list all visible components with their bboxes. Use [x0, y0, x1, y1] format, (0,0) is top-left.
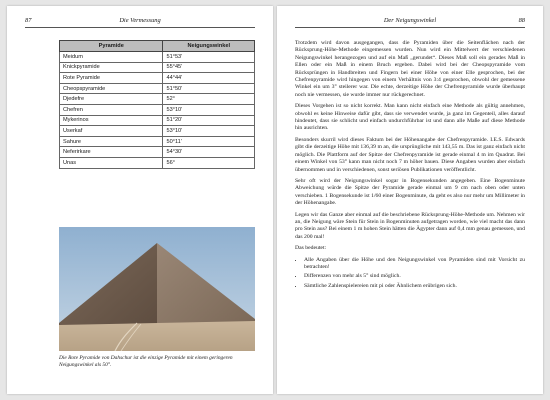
red-pyramid-photo	[59, 227, 255, 351]
table-row	[60, 73, 255, 84]
paragraph: Besonders skurril wird dieses Faktum bei der Höhenangabe der Chefrenpyramide. I.E.S. Edwards gibt die derzeitige Höhe mit 136,39 m an, die ursprüngliche mit 143,55 m. Das ist ganz einfach nicht möglich. Die Plattform auf der Spitze der Chefrenpyramide ist gerade einmal 4 m im Quadrat. Bei einem Winkel von 53° kann man nicht noch 7 m höher bauen. Diese Angaben wurden aber einfach übernommen und in verschiedenen, sonst seriösen Publikationen veröffentlicht.	[295, 136, 525, 173]
table-header-row	[60, 41, 255, 52]
table-row	[60, 147, 255, 158]
pyramid-angle: 51°20'	[163, 115, 255, 126]
pyramid-angle: 55°45'	[163, 62, 255, 73]
pyramid-name: Neferirkare	[60, 147, 163, 158]
table-row	[60, 157, 255, 168]
table-row	[60, 126, 255, 137]
page-number: 87	[25, 17, 32, 24]
paragraph: Das bedeutet:	[295, 245, 327, 252]
right-page	[277, 6, 543, 394]
paragraph: Dieses Vorgehen ist so nicht korrekt. Man kann nicht einfach eine Methode als gültig annehmen, obwohl es keine Hinweise dafür gibt, dass sie verwendet wurde, ja ganz im Gegenteil, alles darauf hindeutet, dass sie schlicht und einfach undurchführbar ist und dann alle Maße auf diese Methode hin ausrichten.	[295, 103, 525, 132]
pyramid-angle-table	[59, 40, 255, 169]
pyramid-angle: 51°50'	[163, 83, 255, 94]
conclusion-list	[295, 257, 525, 291]
column-header-pyramide: Pyramide	[60, 41, 163, 52]
table-row	[60, 94, 255, 105]
right-page-header	[295, 17, 525, 28]
pyramid-name: Chefren	[60, 104, 163, 115]
photo-caption: Die Rote Pyramide von Dahschur ist die einzige Pyramide mit einem geringeren Neigungswinkel als 50°.	[59, 355, 233, 368]
running-title: Die Vermessung	[119, 17, 161, 24]
paragraph: Legen wir das Ganze aber einmal auf die beschriebene Rücksprung-Höhe-Methode um. Nehmen wir an, die Neigung wäre Stein für Stein in Bogenminuten aufgetragen worden, wie viel macht das dann pro Stein aus? Bei einem 1 m hohen Stein hätten die Ägypter dann auf 0,4 mm genau gemessen, und das 200 mal!	[295, 211, 525, 240]
pyramid-name: Userkaf	[60, 126, 163, 137]
table-row	[60, 52, 255, 63]
pyramid-angle: 51°53'	[163, 52, 255, 63]
list-item: • Differenzen von mehr als 5° sind möglich.	[304, 273, 525, 280]
pyramid-name: Cheopspyramide	[60, 83, 163, 94]
pyramid-name: Rote Pyramide	[60, 73, 163, 84]
table-row	[60, 136, 255, 147]
pyramid-angle: 53°10'	[163, 104, 255, 115]
pyramid-name: Meidum	[60, 52, 163, 63]
table-row	[60, 62, 255, 73]
body-text	[295, 40, 525, 292]
pyramid-angle: 54°30'	[163, 147, 255, 158]
page-number: 88	[518, 17, 525, 24]
list-item: • Sämtliche Zahlenspielereien mit pi oder Ähnlichem erübrigen sich.	[304, 283, 525, 290]
pyramid-angle: 52°	[163, 94, 255, 105]
table-row	[60, 83, 255, 94]
red-pyramid-illustration	[59, 227, 255, 351]
paragraph: Sehr oft wird der Neigungswinkel sogar in Bogensekunden angegeben. Eine Bogenminute Abweichung würde die Spitze der Pyramide gerade einmal um 9 cm nach oben oder unten verschieben. 1 Bogensekunde ist 1/60 einer Bogenminute, da geht es also nur mehr um Millimeter in der Höhenangabe.	[295, 177, 525, 207]
pyramid-angle: 50°11'	[163, 136, 255, 147]
desert-ground	[59, 321, 255, 351]
pyramid-angle: 56°	[163, 157, 255, 168]
pyramid-name: Mykerinos	[60, 115, 163, 126]
left-page-header	[25, 17, 255, 28]
table-row	[60, 104, 255, 115]
running-title: Der Neigungswinkel	[383, 17, 437, 24]
table-row	[60, 115, 255, 126]
paragraph: Trotzdem wird davon ausgegangen, dass die Pyramiden über die Seitenflächen nach der Rücksprung-Höhe-Methode eingemessen wurden. Nun wird ein Mittelwert der verschiedenen Neigungswinkel herangezogen und auf ein Maß „gerundet“. Dieses Maß soll ein gerades Maß in Ellen oder ein Maß in einem Bruch ergeben. Dabei wird bei der Cheopspyramide vom Rücksprüngen in Handbreiten und Fingern bei einer Höhe von einer Elle gesprochen, bei der Chefrenpyramide wird hingegen von einem Verhältnis von 3:4 gesprochen, obwohl der gemessene Winkel ein um 3° steilerer war. Die echte, derzeitige Höhe der Chefrenpyramide wurde überhaupt noch nie vermessen, sie wurde immer nur rückgerechnet.	[295, 40, 525, 98]
pyramid-name: Unas	[60, 157, 163, 168]
pyramid-angle: 53°10'	[163, 126, 255, 137]
column-header-neigungswinkel: Neigungswinkel	[163, 41, 255, 52]
pyramid-angle: 44°44'	[163, 73, 255, 84]
pyramid-name: Knickpyramide	[60, 62, 163, 73]
pyramid-name: Djedefre	[60, 94, 163, 105]
list-item: • Alle Angaben über die Höhe und den Neigungswinkel von Pyramiden sind mit Vorsicht zu betrachten!	[304, 257, 525, 272]
pyramid-name: Sahure	[60, 136, 163, 147]
left-page	[7, 6, 273, 394]
